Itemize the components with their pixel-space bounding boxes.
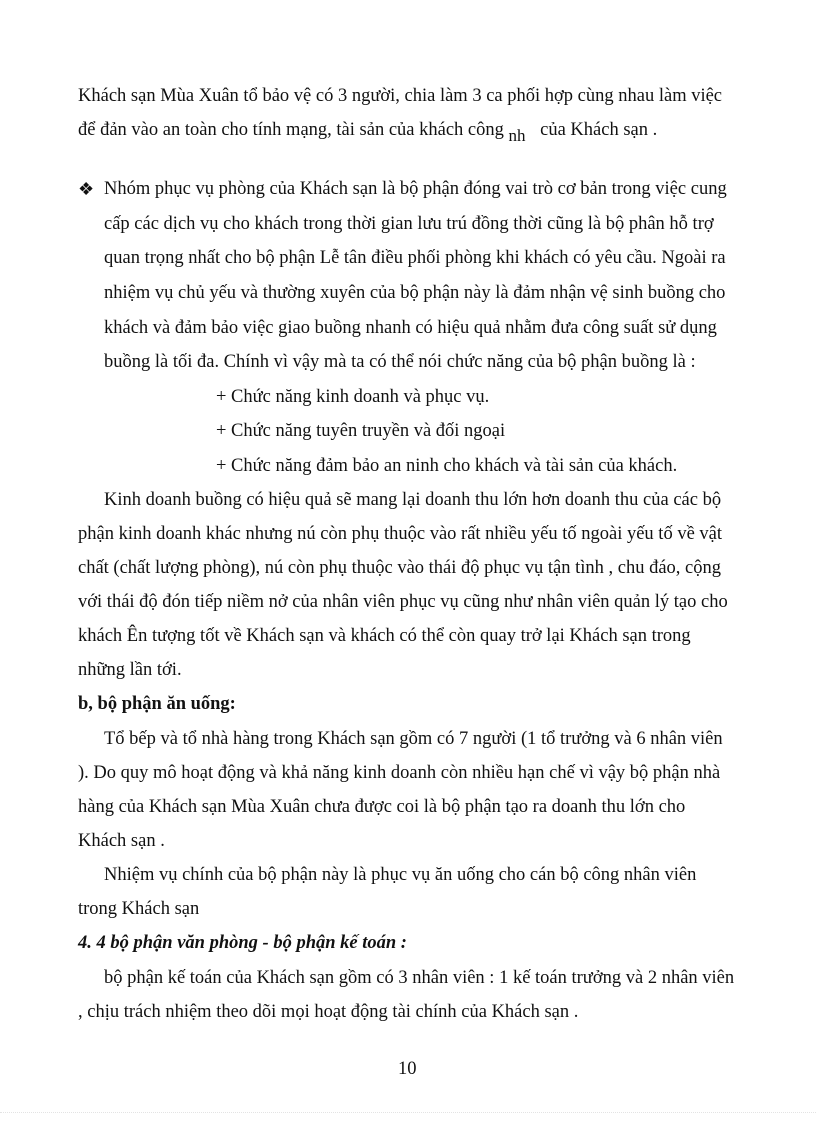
business-line-1: Kinh doanh buồng có hiệu quả sẽ mang lại doanh thu lớn hơn doanh thu của các bộ — [104, 490, 722, 510]
housekeeping-line-6: buồng là tối đa. Chính vì vậy mà ta có thể nói chức năng của bộ phận buồng là : — [104, 352, 696, 372]
intro-line-2-text: để đản vào an toàn cho tính mạng, tài sản của khách công — [78, 120, 504, 140]
intro-line-2-end: của Khách sạn . — [540, 120, 658, 140]
housekeeping-line-5: khách và đảm bảo việc giao buồng nhanh có hiệu quả nhằm đưa công suất sử dụng — [104, 318, 717, 338]
function-item-3: + Chức năng đảm bảo an ninh cho khách và tài sản của khách. — [216, 456, 678, 476]
food-task-line-2: trong Khách sạn — [78, 899, 200, 919]
housekeeping-line-2: cấp các dịch vụ cho khách trong thời gian lưu trú đồng thời cũng là bộ phân hỗ trợ — [104, 214, 714, 234]
intro-line-1: Khách sạn Mùa Xuân tổ bảo vệ có 3 người, chia làm 3 ca phối hợp cùng nhau làm việc — [78, 86, 723, 106]
section-heading-accounting: 4. 4 bộ phận văn phòng - bộ phận kế toán : — [78, 933, 407, 953]
accounting-line-1: bộ phận kế toán của Khách sạn gồm có 3 nhân viên : 1 kế toán trưởng và 2 nhân viên — [104, 968, 735, 988]
page-number: 10 — [398, 1059, 417, 1079]
business-line-2: phận kinh doanh khác nhưng nú còn phụ thuộc vào rất nhiều yếu tố ngoài yếu tố về vật — [78, 524, 723, 544]
food-task-line-1: Nhiệm vụ chính của bộ phận này là phục vụ ăn uống cho cán bộ công nhân viên — [104, 865, 697, 885]
function-item-1: + Chức năng kinh doanh và phục vụ. — [216, 387, 490, 407]
food-line-3: hàng của Khách sạn Mùa Xuân chưa được coi là bộ phận tạo ra doanh thu lớn cho — [78, 797, 686, 817]
food-line-2: ). Do quy mô hoạt động và khả năng kinh doanh còn nhiều hạn chế vì vậy bộ phận nhà — [78, 763, 721, 783]
intro-line-2-subscript: nh — [508, 126, 526, 145]
housekeeping-line-1: Nhóm phục vụ phòng của Khách sạn là bộ phận đóng vai trò cơ bản trong việc cung — [104, 179, 727, 199]
food-line-4: Khách sạn . — [78, 831, 165, 851]
business-line-6: những lần tới. — [78, 660, 182, 680]
business-line-3: chất (chất lượng phòng), nú còn phụ thuộc vào thái độ phục vụ tận tình , chu đáo, cộng — [78, 558, 722, 578]
housekeeping-line-3: quan trọng nhất cho bộ phận Lễ tân điều phối phòng khi khách có yêu cầu. Ngoài ra — [104, 248, 726, 268]
accounting-line-2: , chịu trách nhiệm theo dõi mọi hoạt động tài chính của Khách sạn . — [78, 1002, 579, 1022]
function-item-2: + Chức năng tuyên truyền và đối ngoại — [216, 421, 506, 441]
business-line-5: khách Ên tượng tốt về Khách sạn và khách có thể còn quay trở lại Khách sạn trong — [78, 626, 691, 646]
diamond-bullet-icon: ❖ — [78, 179, 95, 199]
business-line-4: với thái độ đón tiếp niềm nở của nhân viên phục vụ cũng như nhân viên quản lý tạo cho — [78, 592, 728, 612]
intro-line-2 — [78, 118, 658, 145]
footer-divider — [0, 1112, 816, 1113]
housekeeping-line-4: nhiệm vụ chủ yếu và thường xuyên của bộ phận này là đảm nhận vệ sinh buồng cho — [104, 283, 726, 303]
food-line-1: Tổ bếp và tổ nhà hàng trong Khách sạn gồm có 7 người (1 tổ trưởng và 6 nhân viên — [104, 729, 723, 749]
section-heading-food: b, bộ phận ăn uống: — [78, 694, 236, 714]
